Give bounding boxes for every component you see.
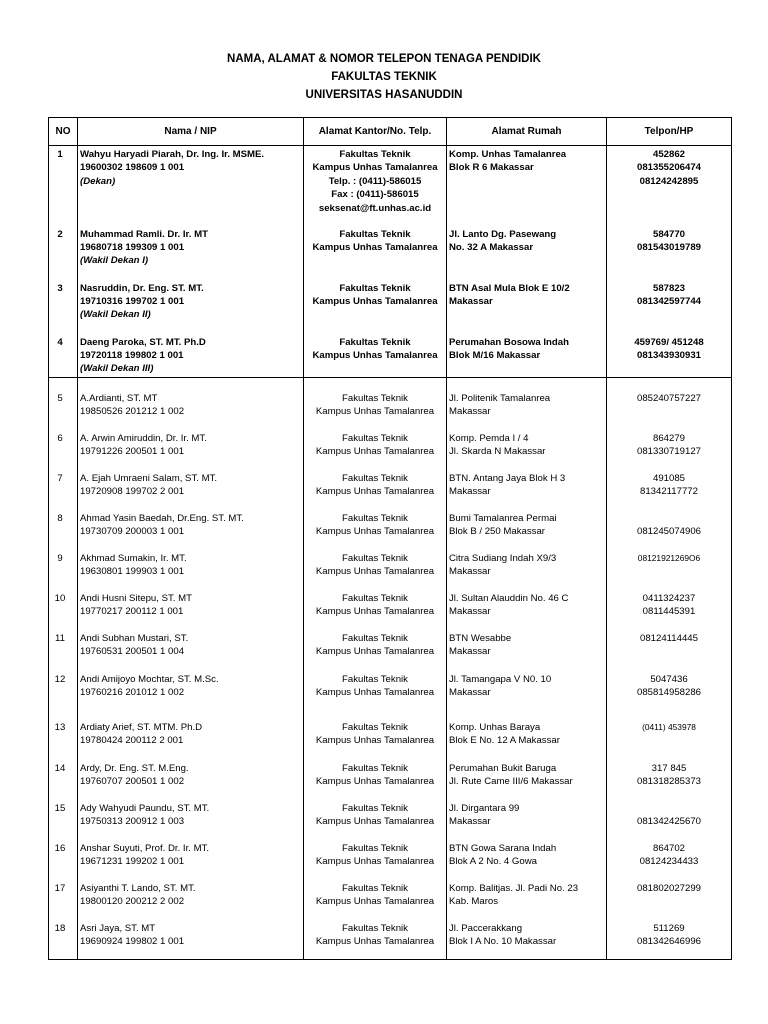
home-address-cell (447, 590, 607, 630)
row-number: 18 (49, 920, 78, 960)
name-nip-cell (78, 800, 304, 840)
staff-name: Akhmad Sumakin, Ir. MT. (80, 552, 187, 564)
phone-2 (609, 645, 729, 658)
office-line-1: Fakultas Teknik (342, 673, 408, 685)
office-line-1: Fakultas Teknik (339, 336, 411, 348)
home-line-1: Komp. Unhas Baraya (449, 721, 541, 733)
name-nip-cell (78, 378, 304, 430)
home-address-cell (447, 840, 607, 880)
phone-2: 081330719127 (636, 445, 702, 457)
staff-table (48, 117, 732, 960)
phone-1 (609, 512, 729, 525)
home-line-2: Blok E No. 12 A Makassar (449, 734, 560, 746)
staff-name: Anshar Suyuti, Prof. Dr. Ir. MT. (80, 842, 210, 854)
home-address-cell (447, 470, 607, 510)
phone-cell (607, 226, 732, 280)
office-line-1: Fakultas Teknik (342, 762, 408, 774)
home-line-1: BTN. Antang Jaya Blok H 3 (449, 472, 566, 484)
home-line-2: Makassar (449, 645, 491, 657)
table-row (49, 550, 732, 590)
column-header-no: NO (49, 118, 78, 146)
home-address-cell (447, 760, 607, 800)
name-nip-cell (78, 146, 304, 226)
staff-role: (Wakil Dekan II) (80, 309, 151, 321)
staff-nip: 19750313 200912 1 003 (80, 815, 185, 827)
table-row (49, 378, 732, 430)
name-nip-cell (78, 430, 304, 470)
staff-name: Asiyanthi T. Lando, ST. MT. (80, 882, 196, 894)
name-nip-cell (78, 880, 304, 920)
phone-1: 08124114445 (640, 632, 698, 644)
phone-1: 864702 (652, 842, 685, 854)
office-line-2: Kampus Unhas Tamalanrea (315, 855, 435, 867)
phone-cell (607, 760, 732, 800)
office-line-1: Fakultas Teknik (342, 882, 408, 894)
name-nip-cell (78, 920, 304, 960)
column-header-name: Nama / NIP (78, 118, 304, 146)
office-line-2: Kampus Unhas Tamalanrea (315, 734, 435, 746)
office-line-2: Kampus Unhas Tamalanrea (315, 815, 435, 827)
home-line-1: Jl. Politenik Tamalanrea (449, 393, 551, 404)
office-line-1: Fakultas Teknik (342, 512, 408, 524)
phone-cell (607, 470, 732, 510)
office-line-1: Fakultas Teknik (342, 472, 408, 484)
home-address-cell (447, 920, 607, 960)
phone-1: (0411) 453978 (642, 721, 696, 732)
staff-name: Muhammad Ramli. Dr. Ir. MT (80, 228, 208, 240)
home-line-1: BTN Asal Mula Blok E 10/2 (449, 282, 570, 294)
regular-staff-rows (49, 378, 732, 960)
title-line-2: FAKULTAS TEKNIK (331, 71, 437, 83)
home-line-1: Bumi Tamalanrea Permai (449, 512, 557, 524)
name-nip-cell (78, 550, 304, 590)
staff-nip: 19630801 199903 1 001 (80, 565, 185, 577)
staff-nip: 19760707 200501 1 002 (80, 775, 185, 787)
staff-role: (Wakil Dekan I) (80, 255, 149, 267)
staff-nip: 19770217 200112 1 001 (80, 605, 184, 617)
phone-cell (607, 430, 732, 470)
office-line-1: Fakultas Teknik (339, 228, 411, 240)
office-address-cell (304, 671, 447, 719)
row-number: 11 (49, 630, 78, 671)
phone-2 (609, 565, 729, 578)
office-line-2: Kampus Unhas Tamalanrea (312, 349, 438, 361)
phone-1: 081802027299 (636, 882, 702, 894)
home-line-2: Blok I A No. 10 Makassar (449, 935, 557, 947)
home-line-1: Jl. Dirgantara 99 (449, 802, 520, 814)
office-line-2: Kampus Unhas Tamalanrea (315, 485, 435, 497)
office-address-cell (304, 800, 447, 840)
office-address-cell (304, 920, 447, 960)
staff-nip: 19850526 201212 1 002 (80, 406, 185, 418)
office-line-2: Kampus Unhas Tamalanrea (315, 645, 435, 657)
phone-1 (609, 802, 729, 815)
home-line-1: Komp. Pemda I / 4 (449, 432, 529, 444)
phone-2: 081342597744 (636, 295, 702, 307)
staff-name: Andi Amijoyo Mochtar, ST. M.Sc. (80, 673, 219, 685)
table-row (49, 880, 732, 920)
home-address-cell (447, 334, 607, 378)
office-line-2: Kampus Unhas Tamalanrea (315, 895, 435, 907)
phone-cell (607, 840, 732, 880)
phone-1: 0411324237 (642, 592, 696, 604)
staff-nip: 19760216 201012 1 002 (80, 686, 185, 698)
phone-1: 459769/ 451248 (634, 336, 704, 348)
staff-nip: 19680718 199309 1 001 (80, 241, 185, 253)
staff-nip: 19690924 199802 1 001 (80, 935, 185, 947)
phone-1: 452862 (652, 149, 685, 160)
staff-nip: 19600302 198609 1 001 (80, 162, 185, 174)
phone-1: 511269 (653, 922, 685, 934)
home-line-1: Jl. Tamangapa V N0. 10 (449, 673, 552, 685)
office-line-1: Fakultas Teknik (339, 149, 411, 160)
table-header-row (49, 118, 732, 146)
row-number: 12 (49, 671, 78, 719)
office-line-2: Kampus Unhas Tamalanrea (315, 686, 435, 698)
office-line-2: Kampus Unhas Tamalanrea (315, 775, 435, 787)
staff-name: Andi Husni Sitepu, ST. MT (80, 592, 192, 604)
phone-1: 584770 (652, 228, 685, 240)
phone-cell (607, 590, 732, 630)
name-nip-cell (78, 510, 304, 550)
phone-2: 081342646996 (636, 935, 702, 947)
office-line-1: Fakultas Teknik (342, 842, 408, 854)
name-nip-cell (78, 760, 304, 800)
phone-1: 864279 (652, 432, 685, 444)
name-nip-cell (78, 630, 304, 671)
home-line-2: Blok B / 250 Makassar (449, 525, 545, 537)
table-row (49, 760, 732, 800)
phone-cell (607, 880, 732, 920)
phone-cell (607, 719, 732, 760)
office-address-cell (304, 630, 447, 671)
office-line-2: Kampus Unhas Tamalanrea (312, 241, 438, 253)
phone-1: 5047436 (650, 673, 688, 685)
phone-1: 587823 (652, 282, 685, 294)
row-number: 15 (49, 800, 78, 840)
table-row (49, 226, 732, 280)
home-line-2: Makassar (449, 605, 491, 617)
home-address-cell (447, 719, 607, 760)
phone-cell (607, 920, 732, 960)
staff-name: Ardy, Dr. Eng. ST. M.Eng. (80, 762, 189, 774)
home-address-cell (447, 146, 607, 226)
home-address-cell (447, 280, 607, 334)
phone-2: 081543019789 (636, 241, 702, 253)
staff-name: A. Ejah Umraeni Salam, ST. MT. (80, 472, 218, 484)
home-address-cell (447, 880, 607, 920)
row-number: 7 (49, 470, 78, 510)
office-fax: Fax : (0411)-586015 (331, 189, 419, 201)
row-number: 6 (49, 430, 78, 470)
office-address-cell (304, 430, 447, 470)
home-line-2: No. 32 A Makassar (449, 241, 534, 253)
row-number: 14 (49, 760, 78, 800)
home-line-2: Blok M/16 Makassar (449, 349, 541, 361)
home-line-2: Jl. Skarda N Makassar (449, 445, 546, 457)
name-nip-cell (78, 590, 304, 630)
office-line-1: Fakultas Teknik (342, 432, 408, 444)
title-line-3: UNIVERSITAS HASANUDDIN (305, 89, 463, 101)
table-row (49, 334, 732, 378)
phone-2: 081355206474 (636, 162, 702, 174)
phone-3: 08124242895 (639, 175, 699, 187)
office-line-2: Kampus Unhas Tamalanrea (315, 935, 435, 947)
home-address-cell (447, 510, 607, 550)
office-address-cell (304, 146, 447, 226)
staff-name: Ahmad Yasin Baedah, Dr.Eng. ST. MT. (80, 512, 244, 524)
staff-name: Daeng Paroka, ST. MT. Ph.D (80, 336, 206, 348)
home-address-cell (447, 550, 607, 590)
table-row (49, 671, 732, 719)
phone-cell (607, 146, 732, 226)
column-header-office: Alamat Kantor/No. Telp. (304, 118, 447, 146)
home-line-2: Makassar (449, 565, 491, 577)
office-address-cell (304, 226, 447, 280)
office-line-1: Fakultas Teknik (342, 592, 408, 604)
office-address-cell (304, 590, 447, 630)
table-row (49, 630, 732, 671)
table-row (49, 510, 732, 550)
staff-name: Wahyu Haryadi Piarah, Dr. Ing. Ir. MSME. (80, 149, 265, 160)
row-number: 9 (49, 550, 78, 590)
home-line-2: Makassar (449, 406, 491, 418)
row-number: 16 (49, 840, 78, 880)
name-nip-cell (78, 671, 304, 719)
office-line-2: Kampus Unhas Tamalanrea (315, 445, 435, 457)
staff-nip: 19710316 199702 1 001 (80, 295, 185, 307)
office-address-cell (304, 334, 447, 378)
table-row (49, 800, 732, 840)
office-phone: Telp. : (0411)-586015 (328, 175, 422, 187)
phone-cell (607, 510, 732, 550)
home-line-1: Komp. Unhas Tamalanrea (449, 149, 567, 160)
phone-2: 81342117772 (640, 485, 698, 497)
office-line-1: Fakultas Teknik (342, 632, 408, 644)
home-line-1: Citra Sudiang Indah X9/3 (449, 552, 557, 564)
row-number: 3 (49, 280, 78, 334)
home-address-cell (447, 378, 607, 430)
phone-2 (609, 895, 729, 908)
phone-2: 081245074906 (636, 525, 702, 537)
staff-name: A. Arwin Amiruddin, Dr. Ir. MT. (80, 432, 207, 444)
home-line-2: Makassar (449, 485, 491, 497)
home-line-1: Perumahan Bosowa Indah (449, 336, 569, 348)
staff-nip: 19671231 199202 1 001 (80, 855, 185, 867)
home-line-2: Makassar (449, 815, 491, 827)
home-line-2: Kab. Maros (449, 895, 499, 907)
row-number: 10 (49, 590, 78, 630)
office-line-2: Kampus Unhas Tamalanrea (315, 605, 435, 617)
row-number: 2 (49, 226, 78, 280)
office-address-cell (304, 550, 447, 590)
row-number: 13 (49, 719, 78, 760)
office-email: seksenat@ft.unhas.ac.id (318, 202, 432, 214)
staff-name: Asri Jaya, ST. MT (80, 922, 156, 934)
phone-1: 491085 (652, 472, 685, 484)
phone-2: 08124234433 (639, 855, 699, 867)
table-row (49, 430, 732, 470)
home-line-1: Jl. Sultan Alauddin No. 46 C (449, 592, 569, 604)
office-line-1: Fakultas Teknik (339, 282, 411, 294)
table-row (49, 719, 732, 760)
document-title-block (0, 50, 768, 104)
name-nip-cell (78, 226, 304, 280)
phone-2: 085814958286 (636, 686, 702, 698)
column-header-phone: Telpon/HP (607, 118, 732, 146)
office-line-1: Fakultas Teknik (342, 922, 408, 934)
row-number: 5 (49, 378, 78, 430)
row-number: 17 (49, 880, 78, 920)
phone-1: 08121921269O6 (637, 552, 701, 563)
staff-nip: 19800120 200212 2 002 (80, 895, 185, 907)
home-line-2: Makassar (449, 686, 491, 698)
office-address-cell (304, 880, 447, 920)
table-row (49, 280, 732, 334)
staff-nip: 19791226 200501 1 001 (80, 445, 185, 457)
phone-cell (607, 671, 732, 719)
row-number: 4 (49, 334, 78, 378)
table-row (49, 470, 732, 510)
phone-2: 081318285373 (636, 775, 702, 787)
staff-nip: 19720908 199702 2 001 (80, 485, 185, 497)
staff-nip: 19760531 200501 1 004 (80, 645, 185, 657)
home-line-2: Jl. Rute Came III/6 Makassar (449, 775, 573, 787)
phone-2 (609, 405, 729, 418)
home-address-cell (447, 630, 607, 671)
office-line-2: Kampus Unhas Tamalanrea (315, 525, 435, 537)
staff-nip: 19720118 199802 1 001 (80, 349, 184, 361)
table-row (49, 590, 732, 630)
name-nip-cell (78, 719, 304, 760)
column-header-home: Alamat Rumah (447, 118, 607, 146)
home-address-cell (447, 430, 607, 470)
office-line-2: Kampus Unhas Tamalanrea (315, 565, 435, 577)
home-line-1: Komp. Balitjas. Jl. Padi No. 23 (449, 882, 579, 894)
home-line-1: BTN Wesabbe (449, 632, 512, 644)
table-row (49, 146, 732, 226)
office-line-1: Fakultas Teknik (342, 721, 408, 733)
name-nip-cell (78, 280, 304, 334)
phone-cell (607, 800, 732, 840)
phone-cell (607, 550, 732, 590)
row-number: 1 (49, 146, 78, 226)
office-address-cell (304, 840, 447, 880)
staff-role: (Wakil Dekan III) (80, 363, 154, 375)
table-row (49, 840, 732, 880)
office-line-1: Fakultas Teknik (342, 393, 408, 404)
name-nip-cell (78, 470, 304, 510)
phone-cell (607, 378, 732, 430)
staff-name: Ady Wahyudi Paundu, ST. MT. (80, 802, 210, 814)
office-line-1: Fakultas Teknik (342, 802, 408, 814)
office-address-cell (304, 510, 447, 550)
home-line-2: Blok R 6 Makassar (449, 162, 534, 174)
staff-role: (Dekan) (80, 175, 116, 187)
home-line-1: Jl. Paccerakkang (449, 922, 523, 934)
staff-nip: 19780424 200112 2 001 (80, 734, 184, 746)
office-address-cell (304, 378, 447, 430)
home-line-1: Perumahan Bukit Baruga (449, 762, 557, 774)
name-nip-cell (78, 840, 304, 880)
phone-cell (607, 280, 732, 334)
home-address-cell (447, 226, 607, 280)
office-address-cell (304, 280, 447, 334)
office-line-2: Kampus Unhas Tamalanrea (315, 406, 435, 418)
table-row (49, 920, 732, 960)
office-line-2: Kampus Unhas Tamalanrea (312, 162, 438, 174)
home-address-cell (447, 671, 607, 719)
office-address-cell (304, 760, 447, 800)
phone-2 (609, 734, 729, 747)
phone-2: 0811445391 (642, 605, 696, 617)
office-address-cell (304, 470, 447, 510)
phone-2: 081342425670 (636, 815, 702, 827)
staff-nip: 19730709 200003 1 001 (80, 525, 185, 537)
staff-name: Ardiaty Arief, ST. MTM. Ph.D (80, 721, 203, 733)
row-number: 8 (49, 510, 78, 550)
phone-cell (607, 630, 732, 671)
name-nip-cell (78, 334, 304, 378)
home-line-2: Makassar (449, 295, 493, 307)
home-line-1: BTN Gowa Sarana Indah (449, 842, 557, 854)
title-line-1: NAMA, ALAMAT & NOMOR TELEPON TENAGA PENDIDIK (227, 53, 541, 65)
office-line-2: Kampus Unhas Tamalanrea (312, 295, 438, 307)
home-line-1: Jl. Lanto Dg. Pasewang (449, 228, 557, 240)
phone-1: 317 845 (651, 762, 687, 774)
office-line-1: Fakultas Teknik (342, 552, 408, 564)
staff-name: A.Ardianti, ST. MT (80, 393, 158, 404)
phone-1: 085240757227 (636, 393, 702, 404)
staff-name: Nasruddin, Dr. Eng. ST. MT. (80, 282, 204, 294)
home-address-cell (447, 800, 607, 840)
office-address-cell (304, 719, 447, 760)
staff-name: Andi Subhan Mustari, ST. (80, 632, 189, 644)
home-line-2: Blok A 2 No. 4 Gowa (449, 855, 537, 867)
phone-2: 081343930931 (636, 349, 702, 361)
phone-cell (607, 334, 732, 378)
